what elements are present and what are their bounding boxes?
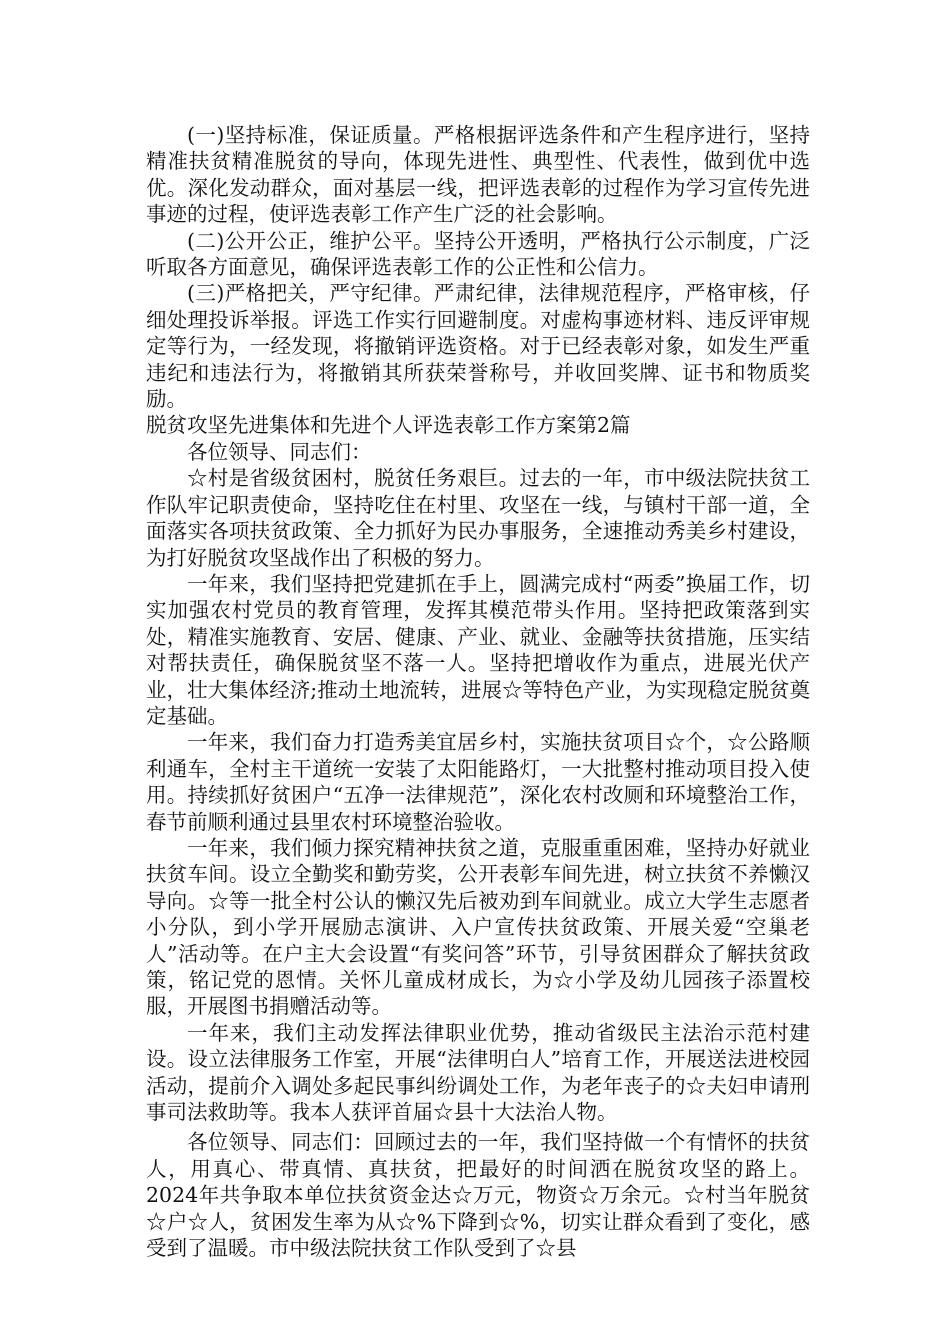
paragraph-standard: (一)坚持标准，保证质量。严格根据评选条件和产生程序进行，坚持精准扶贫精准脱贫的导向，体现先进性、典型性、代表性，做到优中选优。深化发动群众，面对基层一线，把评选表彰的过程作为学习宣传先进事迹的过程，使评选表彰工作产生广泛的社会影响。 bbox=[146, 123, 810, 227]
speech-paragraph-spiritual-poverty: 一年来，我们倾力探究精神扶贫之道，克服重重困难，坚持办好就业扶贫车间。设立全勤奖和勤劳奖，公开表彰车间先进，树立扶贫不养懒汉导向。☆等一批全村公认的懒汉先后被劝到车间就业。成立大学生志愿者小分队，到小学开展励志演讲、入户宣传扶贫政策、开展关爱“空巢老人”活动等。在户主大会设置“有奖问答”环节，引导贫困群众了解扶贫政策，铭记党的恩情。关怀儿童成材成长，为☆小学及幼儿园孩子添置校服，开展图书捐赠活动等。 bbox=[146, 835, 810, 1019]
section-title: 脱贫攻坚先进集体和先进个人评选表彰工作方案第2篇 bbox=[146, 413, 631, 438]
speech-paragraph-legal-advantage: 一年来，我们主动发挥法律职业优势，推动省级民主法治示范村建设。设立法律服务工作室，开展“法律明白人”培育工作，开展送法进校园活动，提前介入调处多起民事纠纷调处工作，为老年丧子的☆夫妇申请刑事司法救助等。我本人获评首届☆县十大法治人物。 bbox=[146, 1020, 810, 1125]
speech-paragraph-review: 各位领导、同志们：回顾过去的一年，我们坚持做一个有情怀的扶贫人，用真心、带真情、真扶贫，把最好的时间洒在脱贫攻坚的路上。2024年共争取本单位扶贫资金达☆万元，物资☆万余元。☆村当年脱贫☆户☆人，贫困发生率为从☆%下降到☆%，切实让群众看到了变化，感受到了温暖。市中级法院扶贫工作队受到了☆县 bbox=[146, 1130, 810, 1261]
paragraph-fairness: (二)公开公正，维护公平。坚持公开透明，严格执行公示制度，广泛听取各方面意见，确保评选表彰工作的公正性和公信力。 bbox=[146, 228, 810, 280]
speech-paragraph-livable-village: 一年来，我们奋力打造秀美宜居乡村，实施扶贫项目☆个，☆公路顺利通车，全村主干道统一安装了太阳能路灯，一大批整村推动项目投入使用。持续抓好贫困户“五净一法律规范”，深化农村改厕和环境整治工作，春节前顺利通过县里农村环境整治验收。 bbox=[146, 730, 810, 834]
paragraph-discipline: (三)严格把关，严守纪律。严肃纪律，法律规范程序，严格审核，仔细处理投诉举报。评选工作实行回避制度。对虚构事迹材料、违反评审规定等行为，一经发现，将撤销评选资格。对于已经表彰对象，如发生严重违纪和违法行为，将撤销其所获荣誉称号，并收回奖牌、证书和物质奖励。 bbox=[146, 281, 810, 412]
speech-paragraph-village: ☆村是省级贫困村，脱贫任务艰巨。过去的一年，市中级法院扶贫工作队牢记职责使命，坚持吃住在村里、攻坚在一线，与镇村干部一道，全面落实各项扶贫政策、全力抓好为民办事服务，全速推动秀美乡村建设，为打好脱贫攻坚战作出了积极的努力。 bbox=[146, 466, 810, 570]
speech-salutation: 各位领导、同志们： bbox=[187, 439, 372, 464]
speech-paragraph-party-building: 一年来，我们坚持把党建抓在手上，圆满完成村“两委”换届工作，切实加强农村党员的教育管理，发挥其模范带头作用。坚持把政策落到实处，精准实施教育、安居、健康、产业、就业、金融等扶贫措施，压实结对帮扶责任，确保脱贫坚不落一人。坚持把增收作为重点，进展光伏产业，壮大集体经济;推动土地流转，进展☆等特色产业，为实现稳定脱贫奠定基础。 bbox=[146, 571, 810, 728]
document-page bbox=[146, 122, 810, 1261]
